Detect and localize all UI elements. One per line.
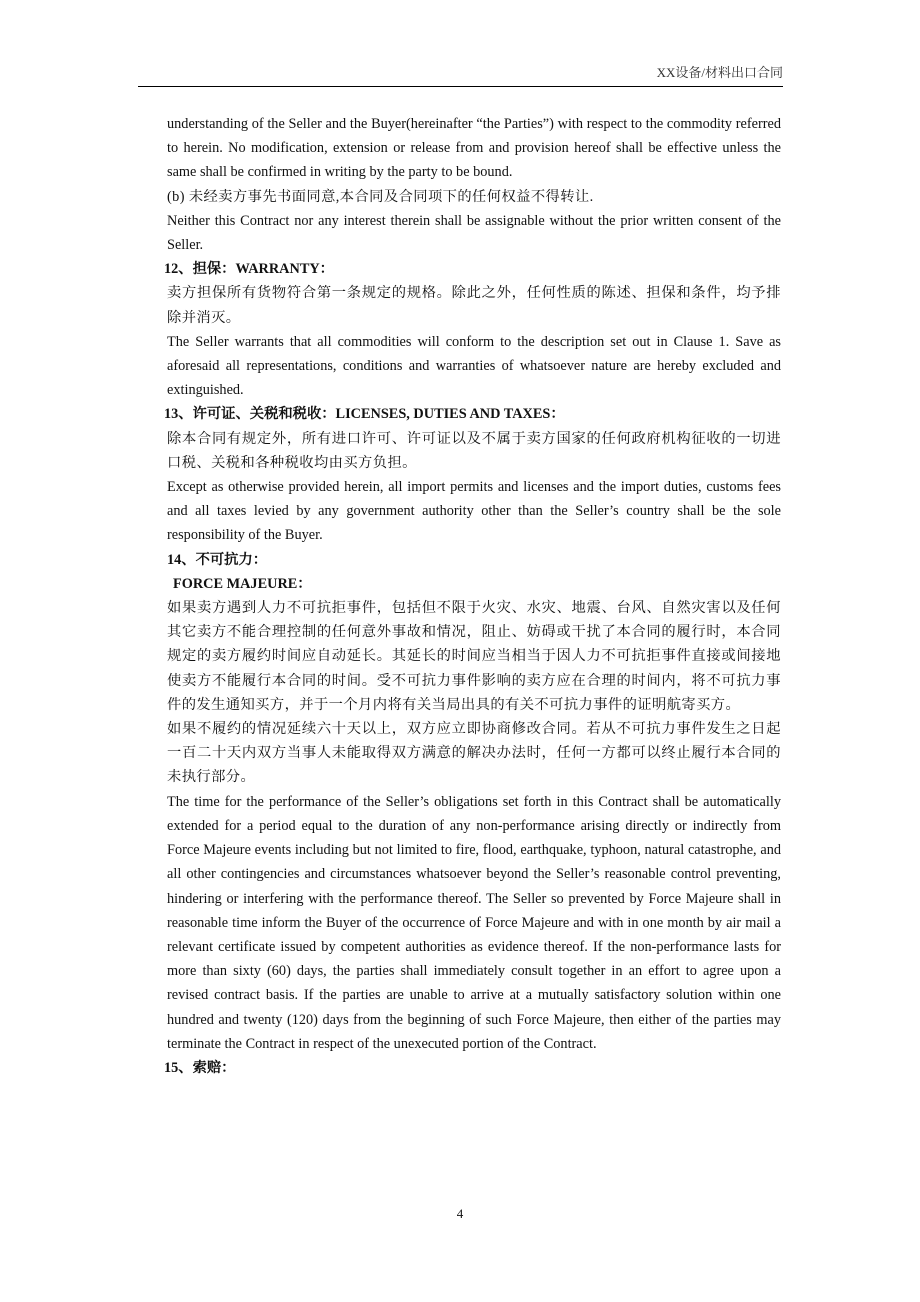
paragraph-force-majeure-zh-1: 如果卖方遇到人力不可抗拒事件，包括但不限于火灾、水灾、地震、台风、自然灾害以及任何其它卖方不能合理控制的任何意外事故和情况，阻止、妨碍或干扰了本合同的履行时，本合同规定的卖方履约时间应自动延长。其延长的时间应当相当于因人力不可抗拒事件直接或间接地使卖方不能履行本合同的时间。受不可抗力事件影响的卖方应在合理的时间内，将不可抗力事件的发生通知买方，并于一个月内将有关当局出具的有关不可抗力事件的证明航寄买方。 (167, 600, 781, 713)
paragraph-warranty-en: The Seller warrants that all commodities will conform to the description set out in Clause 1. Save as aforesaid all representations, conditions and warranties of whatsoever nature are hereby excluded and extinguished. (167, 333, 781, 399)
paragraph-entire-agreement: understanding of the Seller and the Buyer(hereinafter “the Parties”) with respect to the commodity referred to herein. No modification, extension or release from and provision hereof shall be effective unless the same shall be confirmed in writing by the party to be bound. (167, 116, 781, 181)
paragraph-licenses-zh: 除本合同有规定外，所有进口许可、许可证以及不属于卖方国家的任何政府机构征收的一切进口税、关税和各种税收均由买方负担。 (167, 430, 781, 471)
heading-warranty: 12、担保：WARRANTY： (164, 261, 334, 278)
heading-claims: 15、索赔： (164, 1059, 236, 1076)
page-header (138, 64, 783, 87)
heading-force-majeure-zh: 14、不可抗力： (167, 551, 268, 568)
heading-licenses-duties-taxes: 13、许可证、关税和税收：LICENSES, DUTIES AND TAXES： (164, 406, 565, 423)
paragraph-assignment-zh: (b) 未经卖方事先书面同意,本合同及合同项下的任何权益不得转让. (167, 188, 594, 205)
page-number: 4 (456, 1206, 464, 1221)
paragraph-force-majeure-en: The time for the performance of the Seller’s obligations set forth in this Contract shall be automatically extended for a period equal to the duration of any non-performance arising directly or indirectly from Force Majeure events including but not limited to fire, flood, earthquake, typhoon, natural catastrophe, and all other contingencies and circumstances whatsoever beyond the Seller’s reasonable control preventing, hindering or interfering with the performance thereof. The Seller so prevented by Force Majeure shall in reasonable time inform the Buyer of the occurrence of Force Majeure and with in one month by air mail a relevant certificate issued by competent authorities as evidence thereof. If the non-performance lasts for more than sixty (60) days, the parties shall immediately consult together in an effort to agree upon a revised contract basis. If the parties are unable to arrive at a mutually satisfactory solution within one hundred and twenty (120) days from the beginning of such Force Majeure, then either of the parties may terminate the Contract in respect of the unexecuted portion of the Contract. (167, 793, 781, 1052)
heading-force-majeure-en: FORCE MAJEURE： (173, 575, 312, 592)
paragraph-warranty-zh: 卖方担保所有货物符合第一条规定的规格。除此之外，任何性质的陈述、担保和条件，均予排除并消灭。 (167, 285, 781, 326)
paragraph-licenses-en: Except as otherwise provided herein, all import permits and licenses and the import duties, customs fees and all taxes levied by any government authority other than the Seller’s country shall be the sole responsibility of the Buyer. (167, 479, 781, 544)
header-title: XX设备/材料出口合同 (656, 65, 783, 80)
document-body (164, 112, 781, 1080)
paragraph-force-majeure-zh-2: 如果不履约的情况延续六十天以上，双方应立即协商修改合同。若从不可抗力事件发生之日起一百二十天内双方当事人未能取得双方满意的解决办法时，任何一方都可以终止履行本合同的未执行部分。 (167, 721, 781, 786)
paragraph-assignment-en: Neither this Contract nor any interest therein shall be assignable without the prior written consent of the Seller. (167, 212, 781, 254)
